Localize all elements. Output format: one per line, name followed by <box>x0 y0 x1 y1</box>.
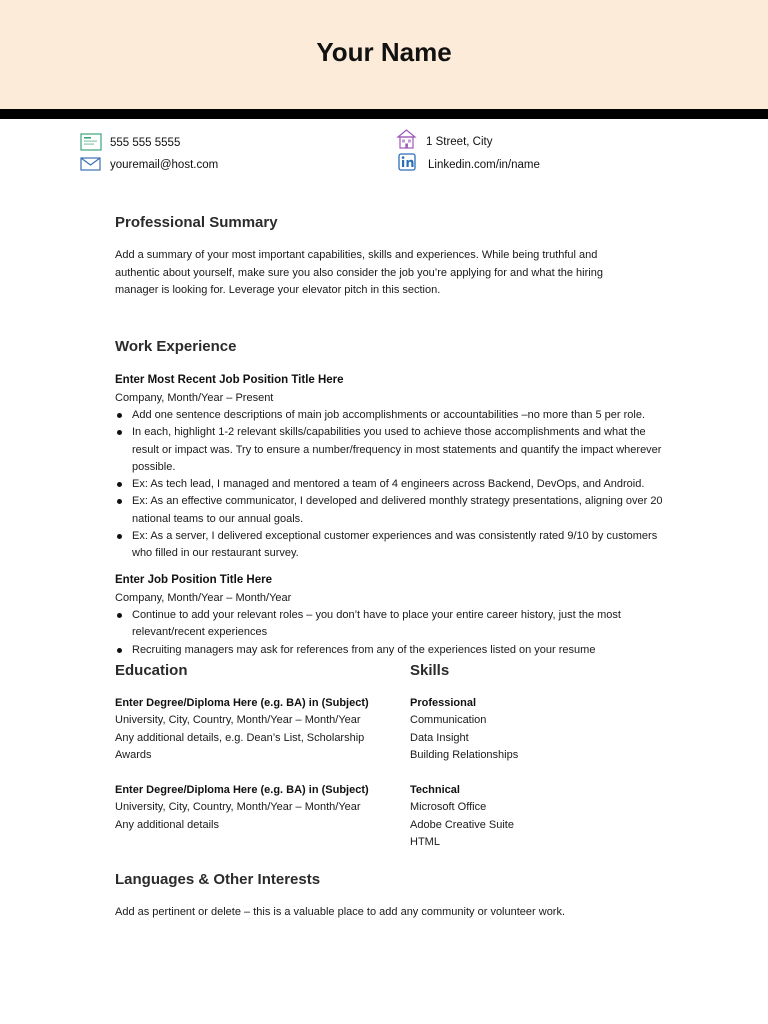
list-item: Continue to add your relevant roles – you don’t have to place your entire career history, just the most relevant/recent experiences <box>115 607 660 642</box>
skill-item: Communication <box>410 714 487 727</box>
job-title: Enter Most Recent Job Position Title Here <box>115 374 344 386</box>
work-heading: Work Experience <box>115 338 237 355</box>
languages-text: Add as pertinent or delete – this is a valuable place to add any community or volunteer work. <box>115 906 566 918</box>
job-company: Company, Month/Year – Month/Year <box>115 592 292 604</box>
list-item: Recruiting managers may ask for references from any of the experiences listed on your resume <box>115 642 660 659</box>
contact-linkedin[interactable] <box>398 159 598 175</box>
linkedin-text[interactable]: Linkedin.com/in/name <box>428 159 540 171</box>
skills-professional <box>410 695 650 764</box>
house-icon <box>396 128 418 150</box>
list-item: Add one sentence descriptions of main job accomplishments or accountabilities –no more than 5 per role. <box>115 407 675 424</box>
job-bullets <box>115 407 675 563</box>
education-detail: Any additional details, e.g. Dean’s List, Scholarship <box>115 731 365 744</box>
header-band <box>0 0 768 109</box>
address-text: 1 Street, City <box>426 136 493 148</box>
education-detail: Any additional details <box>115 818 219 831</box>
phone-text: 555 555 5555 <box>110 137 181 149</box>
skill-item: HTML <box>410 835 440 848</box>
skills-heading: Skills <box>410 662 450 679</box>
education-entry <box>115 695 400 764</box>
job-title: Enter Job Position Title Here <box>115 574 272 586</box>
skills-technical <box>410 782 650 851</box>
summary-text <box>115 247 675 300</box>
job-company: Company, Month/Year – Present <box>115 392 274 404</box>
languages-heading: Languages & Other Interests <box>115 871 321 888</box>
job-bullets <box>115 607 660 659</box>
linkedin-icon <box>398 153 420 173</box>
list-item: Ex: As a server, I delivered exceptional customer experiences and was consistently rated 9/10 by customers who filled in our restaurant survey. <box>115 528 675 563</box>
skill-item: Data Insight <box>410 731 469 744</box>
summary-line: Add a summary of your most important capabilities, skills and experiences. While being truthful and <box>115 249 598 261</box>
list-item: In each, highlight 1-2 relevant skills/capabilities you used to achieve those accomplishments and what the result or impact was. Try to ensure a number/frequency in most statements and quantify the impact wherever possible. <box>115 424 675 476</box>
education-detail: Awards <box>115 748 152 761</box>
skill-item: Microsoft Office <box>410 801 487 814</box>
email-text[interactable]: youremail@host.com <box>110 159 219 171</box>
skill-item: Adobe Creative Suite <box>410 818 514 831</box>
summary-line: manager is looking for. Leverage your elevator pitch in this section. <box>115 284 441 296</box>
degree-title: Enter Degree/Diploma Here (e.g. BA) in (Subject) <box>115 784 369 796</box>
candidate-name: Your Name <box>316 37 452 67</box>
summary-line: authentic about yourself, make sure you also consider the job you’re applying for and what the hiring <box>115 266 603 279</box>
skill-item: Building Relationships <box>410 748 519 761</box>
education-heading: Education <box>115 662 188 679</box>
list-item: Ex: As an effective communicator, I developed and delivered monthly strategy presentations, aligning over 20 national teams to our annual goals. <box>115 493 675 528</box>
header-divider-bar <box>0 109 768 119</box>
list-item: Ex: As tech lead, I managed and mentored a team of 4 engineers across Backend, DevOps, and Android. <box>115 476 675 493</box>
contact-address <box>396 136 596 152</box>
contact-phone <box>80 137 280 153</box>
skills-subheading: Technical <box>410 784 460 796</box>
education-entry <box>115 782 400 834</box>
summary-heading: Professional Summary <box>115 214 278 231</box>
contact-email[interactable] <box>80 159 300 175</box>
education-detail: University, City, Country, Month/Year – Month/Year <box>115 714 361 727</box>
degree-title: Enter Degree/Diploma Here (e.g. BA) in (Subject) <box>115 697 369 709</box>
education-detail: University, City, Country, Month/Year – Month/Year <box>115 801 361 814</box>
phone-card-icon <box>80 133 102 153</box>
envelope-icon <box>80 155 102 175</box>
skills-subheading: Professional <box>410 697 477 709</box>
